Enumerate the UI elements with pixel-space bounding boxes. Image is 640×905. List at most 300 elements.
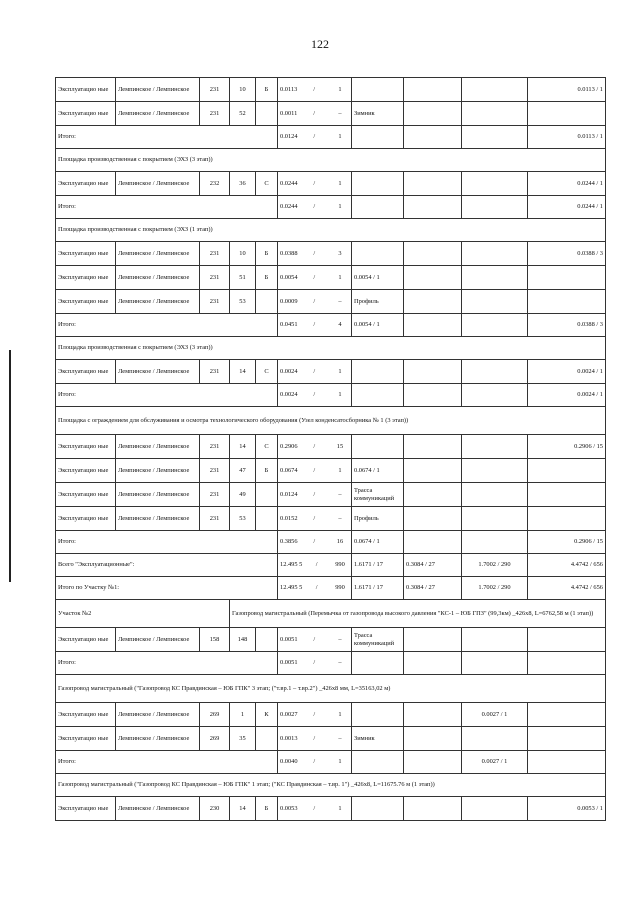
area-count-cell (278, 751, 352, 774)
table-row (56, 78, 606, 102)
col-i-cell (462, 435, 528, 459)
forestry-cell: Лемпинское / Лемпинское (116, 703, 200, 727)
table-row (56, 172, 606, 196)
subtotal-label: Итого по Участку №1: (56, 577, 278, 600)
area-count (280, 368, 349, 375)
class-cell: С (256, 435, 278, 459)
col-g-cell: 0.0054 / 1 (352, 266, 404, 290)
plot-cell: 51 (230, 266, 256, 290)
category-cell: Эксплуатацио ные (56, 727, 116, 751)
col-g-cell (352, 384, 404, 407)
count-value: – (338, 734, 342, 742)
slash: / (313, 635, 316, 643)
slash: / (313, 804, 316, 812)
category-cell: Эксплуатацио ные (56, 172, 116, 196)
col-h-cell (404, 242, 462, 266)
plot-cell: 14 (230, 797, 256, 821)
slash: / (313, 490, 316, 498)
class-cell: Б (256, 797, 278, 821)
area-value: 0.0451 (280, 321, 298, 329)
col-h-cell (404, 290, 462, 314)
plot-heading-row (56, 600, 606, 628)
slash: / (313, 249, 316, 257)
area-value: 0.2906 (280, 442, 298, 450)
quarter-cell: 231 (200, 266, 230, 290)
col-j-cell (528, 751, 606, 774)
area-count (280, 711, 349, 718)
table-row (56, 483, 606, 507)
area-count (280, 180, 349, 187)
col-i-cell: 1.7002 / 290 (462, 554, 528, 577)
area-value: 0.0152 (280, 514, 298, 522)
table-row (56, 242, 606, 266)
table-row (56, 797, 606, 821)
slash: / (313, 273, 316, 281)
forestry-cell: Лемпинское / Лемпинское (116, 507, 200, 531)
area-count-cell (278, 266, 352, 290)
plot-cell: 10 (230, 242, 256, 266)
col-i-cell (462, 483, 528, 507)
category-cell: Эксплуатацио ные (56, 435, 116, 459)
col-j-cell: 0.0244 / 1 (528, 196, 606, 219)
quarter-cell: 231 (200, 242, 230, 266)
area-count (280, 805, 349, 812)
slash: / (313, 85, 316, 93)
area-value: 0.0051 (280, 635, 298, 643)
section-heading-row (56, 407, 606, 435)
forestry-cell: Лемпинское / Лемпинское (116, 483, 200, 507)
col-g-cell (352, 360, 404, 384)
area-value: 0.0054 (280, 273, 298, 281)
class-cell: Б (256, 266, 278, 290)
area-count (280, 659, 349, 666)
area-value: 0.0124 (280, 133, 298, 141)
area-count (280, 391, 349, 398)
forestry-cell: Лемпинское / Лемпинское (116, 102, 200, 126)
area-value: 0.0388 (280, 249, 298, 257)
forestry-cell: Лемпинское / Лемпинское (116, 435, 200, 459)
area-count-cell (278, 196, 352, 219)
area-value: 0.0013 (280, 734, 298, 742)
col-g-cell: 0.0054 / 1 (352, 314, 404, 337)
area-value: 0.0024 (280, 367, 298, 375)
count-value: 1 (338, 367, 342, 375)
class-cell: С (256, 360, 278, 384)
area-count-cell (278, 126, 352, 149)
col-g-cell (352, 703, 404, 727)
col-j-cell (528, 727, 606, 751)
section-heading: Площадка производственная с покрытием (ЭХЗ (3 этап)) (56, 337, 606, 360)
table-row (56, 360, 606, 384)
subtotal-label: Итого: (56, 531, 278, 554)
count-value: 16 (336, 538, 344, 546)
quarter-cell: 230 (200, 797, 230, 821)
col-h-cell (404, 384, 462, 407)
quarter-cell: 232 (200, 172, 230, 196)
area-count-cell (278, 703, 352, 727)
col-h-cell (404, 435, 462, 459)
forestry-cell: Лемпинское / Лемпинское (116, 242, 200, 266)
plot-cell: 1 (230, 703, 256, 727)
forestry-cell: Лемпинское / Лемпинское (116, 172, 200, 196)
area-value: 0.0009 (280, 297, 298, 305)
area-count-cell (278, 172, 352, 196)
subtotal-row (56, 751, 606, 774)
area-count-cell (278, 554, 352, 577)
class-cell (256, 727, 278, 751)
category-cell: Эксплуатацио ные (56, 483, 116, 507)
col-g-cell (352, 196, 404, 219)
slash: / (313, 659, 316, 667)
count-value: 1 (338, 179, 342, 187)
class-cell: К (256, 703, 278, 727)
area-count-cell (278, 577, 352, 600)
col-j-cell: 0.0113 / 1 (528, 78, 606, 102)
col-j-cell: 4.4742 / 656 (528, 554, 606, 577)
slash: / (313, 367, 316, 375)
area-value: 0.0024 (280, 391, 298, 399)
area-count (280, 298, 349, 305)
plot-cell: 10 (230, 78, 256, 102)
col-h-cell (404, 360, 462, 384)
subtotal-label: Итого: (56, 126, 278, 149)
area-count-cell (278, 652, 352, 675)
count-value: 4 (338, 321, 342, 329)
margin-bar (9, 350, 11, 582)
area-count (280, 86, 349, 93)
col-j-cell: 0.0388 / 3 (528, 242, 606, 266)
class-cell: Б (256, 78, 278, 102)
class-cell: Б (256, 242, 278, 266)
area-count-cell (278, 102, 352, 126)
count-value: 1 (338, 804, 342, 812)
count-value: – (338, 635, 342, 643)
count-value: 990 (335, 561, 345, 569)
category-cell: Эксплуатацио ные (56, 102, 116, 126)
slash: / (313, 734, 316, 742)
area-count-cell (278, 459, 352, 483)
category-cell: Эксплуатацио ные (56, 797, 116, 821)
plot-cell: 14 (230, 435, 256, 459)
col-g-cell: Трасса коммуникаций (352, 628, 404, 652)
col-i-cell (462, 78, 528, 102)
col-j-cell (528, 703, 606, 727)
count-value: 3 (338, 249, 342, 257)
section-heading: Площадка производственная с покрытием (ЭХЗ (3 этап)) (56, 149, 606, 172)
plot-cell: 36 (230, 172, 256, 196)
plot-cell: 148 (230, 628, 256, 652)
col-i-cell: 0.0027 / 1 (462, 703, 528, 727)
col-j-cell: 0.2906 / 15 (528, 435, 606, 459)
forestry-cell: Лемпинское / Лемпинское (116, 797, 200, 821)
col-i-cell (462, 102, 528, 126)
count-value: – (338, 109, 342, 117)
col-g-cell (352, 242, 404, 266)
plot-cell: 53 (230, 507, 256, 531)
category-cell: Эксплуатацио ные (56, 78, 116, 102)
count-value: 1 (338, 203, 342, 211)
quarter-cell: 231 (200, 459, 230, 483)
slash: / (313, 203, 316, 211)
plot-cell: 14 (230, 360, 256, 384)
plot-description: Газопровод магистральный (Перемычка от газопровода высокого давления "КС-1 – ЮБ ГПЗ" (99,3км) _426х8, L=6762,58 м (1 этап)) (230, 600, 606, 628)
category-cell: Эксплуатацио ные (56, 360, 116, 384)
col-g-cell: Зимник (352, 727, 404, 751)
col-j-cell (528, 483, 606, 507)
area-count (280, 467, 349, 474)
table-body (56, 78, 606, 821)
area-value: 0.0051 (280, 659, 298, 667)
area-count-cell (278, 78, 352, 102)
section-heading-row (56, 149, 606, 172)
col-g-cell: 0.0674 / 1 (352, 459, 404, 483)
col-i-cell (462, 797, 528, 821)
forestry-cell: Лемпинское / Лемпинское (116, 727, 200, 751)
col-g-cell (352, 751, 404, 774)
area-count-cell (278, 507, 352, 531)
area-count (280, 443, 349, 450)
forestry-cell: Лемпинское / Лемпинское (116, 266, 200, 290)
plot-cell: 53 (230, 290, 256, 314)
class-cell (256, 290, 278, 314)
slash: / (313, 391, 316, 399)
col-g-cell: 1.6171 / 17 (352, 577, 404, 600)
subtotal-label: Итого: (56, 751, 278, 774)
area-value: 0.0113 (280, 85, 298, 93)
area-value: 0.0027 (280, 710, 298, 718)
subtotal-row (56, 196, 606, 219)
col-j-cell: 0.0113 / 1 (528, 126, 606, 149)
slash: / (315, 561, 318, 569)
count-value: 1 (338, 391, 342, 399)
area-count-cell (278, 242, 352, 266)
area-value: 0.3856 (280, 538, 298, 546)
col-j-cell: 0.0053 / 1 (528, 797, 606, 821)
subtotal-row (56, 384, 606, 407)
forestry-cell: Лемпинское / Лемпинское (116, 628, 200, 652)
area-count-cell (278, 727, 352, 751)
subtotal-label: Итого: (56, 196, 278, 219)
subtotal-row (56, 314, 606, 337)
area-count (280, 274, 349, 281)
area-value: 12.495 5 (280, 584, 303, 592)
col-i-cell: 1.7002 / 290 (462, 577, 528, 600)
col-g-cell: Трасса коммуникаций (352, 483, 404, 507)
col-i-cell (462, 242, 528, 266)
col-g-cell (352, 652, 404, 675)
col-i-cell (462, 290, 528, 314)
col-h-cell: 0.3084 / 27 (404, 554, 462, 577)
area-value: 0.0040 (280, 758, 298, 766)
col-h-cell (404, 628, 462, 652)
subtotal-label: Всего "Эксплуатационные": (56, 554, 278, 577)
slash: / (313, 179, 316, 187)
slash: / (313, 133, 316, 141)
area-value: 0.0124 (280, 490, 298, 498)
area-count-cell (278, 290, 352, 314)
table-row (56, 507, 606, 531)
col-g-cell: Профиль (352, 507, 404, 531)
area-count-cell (278, 435, 352, 459)
category-cell: Эксплуатацио ные (56, 290, 116, 314)
subtotal-row (56, 531, 606, 554)
area-count-cell (278, 384, 352, 407)
col-h-cell (404, 172, 462, 196)
quarter-cell: 231 (200, 78, 230, 102)
quarter-cell: 231 (200, 435, 230, 459)
class-cell (256, 507, 278, 531)
class-cell: Б (256, 459, 278, 483)
area-count (280, 250, 349, 257)
area-count (280, 321, 349, 328)
section-heading-row (56, 675, 606, 703)
col-h-cell: 0.3084 / 27 (404, 577, 462, 600)
category-cell: Эксплуатацио ные (56, 459, 116, 483)
col-h-cell (404, 196, 462, 219)
area-count (280, 561, 349, 568)
col-g-cell (352, 797, 404, 821)
area-count-cell (278, 797, 352, 821)
forestry-cell: Лемпинское / Лемпинское (116, 78, 200, 102)
col-g-cell: Зимник (352, 102, 404, 126)
area-count (280, 491, 349, 498)
col-j-cell (528, 290, 606, 314)
table-row (56, 727, 606, 751)
class-cell (256, 102, 278, 126)
section-heading-row (56, 774, 606, 797)
section-heading-row (56, 337, 606, 360)
count-value: 1 (338, 710, 342, 718)
col-h-cell (404, 751, 462, 774)
forestry-cell: Лемпинское / Лемпинское (116, 290, 200, 314)
col-j-cell (528, 652, 606, 675)
count-value: 1 (338, 758, 342, 766)
count-value: – (338, 659, 342, 667)
count-value: – (338, 514, 342, 522)
category-cell: Эксплуатацио ные (56, 266, 116, 290)
subtotal-row (56, 554, 606, 577)
col-g-cell (352, 126, 404, 149)
slash: / (313, 514, 316, 522)
area-count (280, 584, 349, 591)
col-g-cell: 0.0674 / 1 (352, 531, 404, 554)
quarter-cell: 231 (200, 507, 230, 531)
quarter-cell: 231 (200, 483, 230, 507)
slash: / (313, 297, 316, 305)
col-i-cell (462, 727, 528, 751)
plot-label: Участок №2 (56, 600, 230, 628)
col-g-cell (352, 435, 404, 459)
col-h-cell (404, 102, 462, 126)
area-value: 12.495 5 (280, 561, 303, 569)
table-row (56, 290, 606, 314)
quarter-cell: 158 (200, 628, 230, 652)
col-h-cell (404, 652, 462, 675)
quarter-cell: 269 (200, 727, 230, 751)
table-row (56, 102, 606, 126)
plot-cell: 35 (230, 727, 256, 751)
col-h-cell (404, 266, 462, 290)
area-value: 0.0011 (280, 109, 298, 117)
col-i-cell: 0.0027 / 1 (462, 751, 528, 774)
area-count-cell (278, 483, 352, 507)
subtotal-row (56, 126, 606, 149)
col-i-cell (462, 531, 528, 554)
area-count (280, 515, 349, 522)
col-i-cell (462, 196, 528, 219)
col-i-cell (462, 360, 528, 384)
col-h-cell (404, 727, 462, 751)
page-number: 122 (311, 37, 329, 51)
col-j-cell: 0.2906 / 15 (528, 531, 606, 554)
col-h-cell (404, 78, 462, 102)
subtotal-label: Итого: (56, 384, 278, 407)
slash: / (313, 109, 316, 117)
count-value: 15 (336, 442, 344, 450)
area-count-cell (278, 628, 352, 652)
count-value: 1 (338, 133, 342, 141)
quarter-cell: 269 (200, 703, 230, 727)
forestry-cell: Лемпинское / Лемпинское (116, 459, 200, 483)
col-j-cell: 0.0244 / 1 (528, 172, 606, 196)
area-value: 0.0244 (280, 179, 298, 187)
col-h-cell (404, 703, 462, 727)
col-g-cell (352, 172, 404, 196)
area-count (280, 133, 349, 140)
section-heading: Площадка производственная с покрытием (ЭХЗ (1 этап)) (56, 219, 606, 242)
table-row (56, 266, 606, 290)
col-i-cell (462, 172, 528, 196)
area-count-cell (278, 531, 352, 554)
area-value: 0.0674 (280, 466, 298, 474)
col-i-cell (462, 314, 528, 337)
area-count (280, 203, 349, 210)
area-count (280, 110, 349, 117)
col-j-cell (528, 266, 606, 290)
col-i-cell (462, 459, 528, 483)
subtotal-label: Итого: (56, 652, 278, 675)
quarter-cell: 231 (200, 360, 230, 384)
col-j-cell (528, 628, 606, 652)
col-g-cell (352, 78, 404, 102)
count-value: 1 (338, 273, 342, 281)
slash: / (313, 538, 316, 546)
class-cell: С (256, 172, 278, 196)
col-i-cell (462, 628, 528, 652)
count-value: – (338, 297, 342, 305)
count-value: – (338, 490, 342, 498)
col-i-cell (462, 126, 528, 149)
section-heading: Газопровод магистральный ("Газопровод КС Правдинская – ЮБ ГПК" 3 этап; ("т.вр.1 – т.вр.2") _426х8 мм, L=35163,02 м) (56, 675, 606, 703)
category-cell: Эксплуатацио ные (56, 703, 116, 727)
section-heading-row (56, 219, 606, 242)
col-h-cell (404, 126, 462, 149)
subtotal-label: Итого: (56, 314, 278, 337)
count-value: 990 (335, 584, 345, 592)
col-i-cell (462, 652, 528, 675)
section-heading: Площадка с ограждением для обслуживания и осмотра технологического оборудования (Узел конденсатосборника № 1 (3 этап)) (56, 407, 606, 435)
forestry-cell: Лемпинское / Лемпинское (116, 360, 200, 384)
col-h-cell (404, 507, 462, 531)
plot-cell: 49 (230, 483, 256, 507)
category-cell: Эксплуатацио ные (56, 242, 116, 266)
col-i-cell (462, 266, 528, 290)
slash: / (313, 466, 316, 474)
col-g-cell: 1.6171 / 17 (352, 554, 404, 577)
col-i-cell (462, 384, 528, 407)
area-count (280, 735, 349, 742)
count-value: 1 (338, 85, 342, 93)
